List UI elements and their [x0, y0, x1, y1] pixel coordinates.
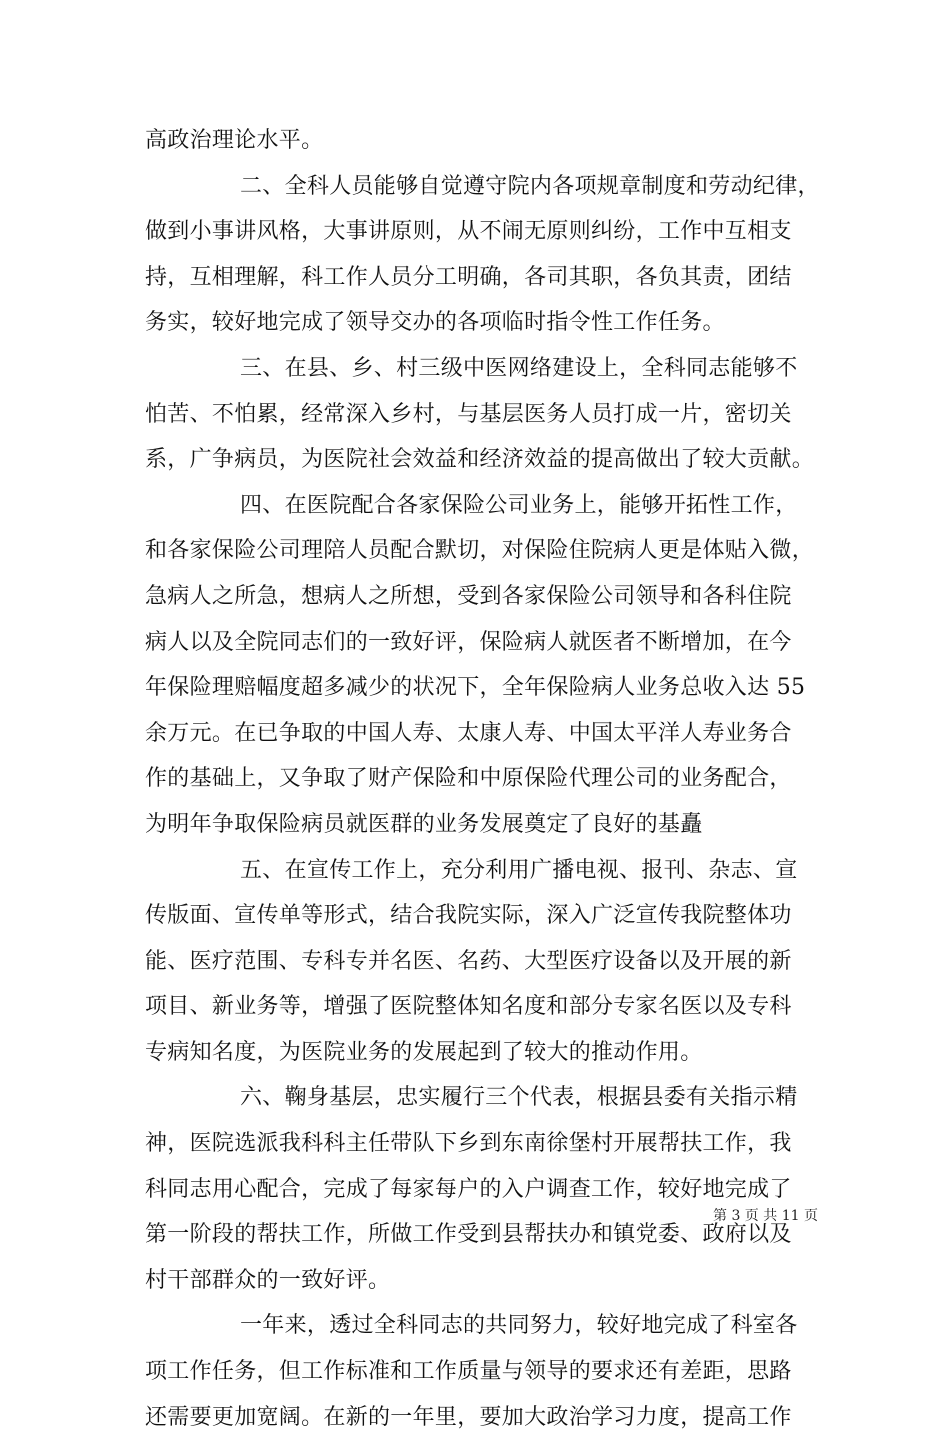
paragraph-5-start: 五、在宣传工作上，充分利用广播电视、报刊、杂志、宣: [240, 857, 798, 883]
paragraph-3-start: 三、在县、乡、村三级中医网络建设上，全科同志能够不: [240, 355, 798, 381]
text-line: 项目、新业务等，增强了医院整体知名度和部分专家名医以及专科: [145, 994, 792, 1020]
text-line: 病人以及全院同志们的一致好评，保险病人就医者不断增加，在今: [145, 629, 792, 655]
text-line: 专病知名度，为医院业务的发展起到了较大的推动作用。: [145, 1039, 703, 1065]
text-line: 村干部群众的一致好评。: [145, 1267, 391, 1293]
document-body: [145, 118, 820, 1440]
paragraph-4-start: 四、在医院配合各家保险公司业务上，能够开拓性工作，: [240, 492, 798, 518]
paragraph-6-start: 六、鞠身基层，忠实履行三个代表，根据县委有关指示精: [240, 1085, 798, 1111]
text-line: 怕苦、不怕累，经常深入乡村，与基层医务人员打成一片，密切关: [145, 401, 792, 427]
text-line: 持，互相理解，科工作人员分工明确，各司其职，各负其责，团结: [145, 264, 792, 290]
paragraph-2-start: 二、全科人员能够自觉遵守院内各项规章制度和劳动纪律，: [240, 173, 820, 199]
text-line: 和各家保险公司理陪人员配合默切，对保险住院病人更是体贴入微，: [145, 538, 815, 564]
page-number-footer: 第 3 页 共 11 页: [713, 1208, 818, 1224]
text-line: 还需要更加宽阔。在新的一年里，要加大政治学习力度，提高工作: [145, 1404, 792, 1430]
text-line: 神，医院选派我科科主任带队下乡到东南徐堡村开展帮扶工作，我: [145, 1131, 792, 1157]
text-line: 科同志用心配合，完成了每家每户的入户调查工作，较好地完成了: [145, 1176, 792, 1202]
text-line: 作的基础上，又争取了财产保险和中原保险代理公司的业务配合，: [145, 766, 792, 792]
text-line: 高政治理论水平。: [145, 128, 324, 153]
text-line: 年保险理赔幅度超多减少的状况下，全年保险病人业务总收入达 55: [145, 675, 806, 701]
text-line: 传版面、宣传单等形式，结合我院实际，深入广泛宣传我院整体功: [145, 903, 792, 929]
text-line: 务实，较好地完成了领导交办的各项临时指令性工作任务。: [145, 310, 725, 336]
text-line: 做到小事讲风格，大事讲原则，从不闹无原则纠纷，工作中互相支: [145, 219, 792, 245]
paragraph-7-start: 一年来，透过全科同志的共同努力，较好地完成了科室各: [240, 1313, 798, 1339]
text-line: 系，广争病员，为医院社会效益和经济效益的提高做出了较大贡献。: [145, 447, 815, 473]
text-line: 项工作任务，但工作标准和工作质量与领导的要求还有差距，思路: [145, 1359, 792, 1385]
text-line: 第一阶段的帮扶工作，所做工作受到县帮扶办和镇党委、政府以及: [145, 1222, 792, 1248]
text-line: 能、医疗范围、专科专并名医、名药、大型医疗设备以及开展的新: [145, 948, 792, 974]
text-line: 余万元。在已争取的中国人寿、太康人寿、中国太平洋人寿业务合: [145, 720, 792, 746]
text-line: 急病人之所急，想病人之所想，受到各家保险公司领导和各科住院: [145, 583, 792, 609]
text-line: 为明年争取保险病员就医群的业务发展奠定了良好的基矗: [145, 811, 703, 837]
